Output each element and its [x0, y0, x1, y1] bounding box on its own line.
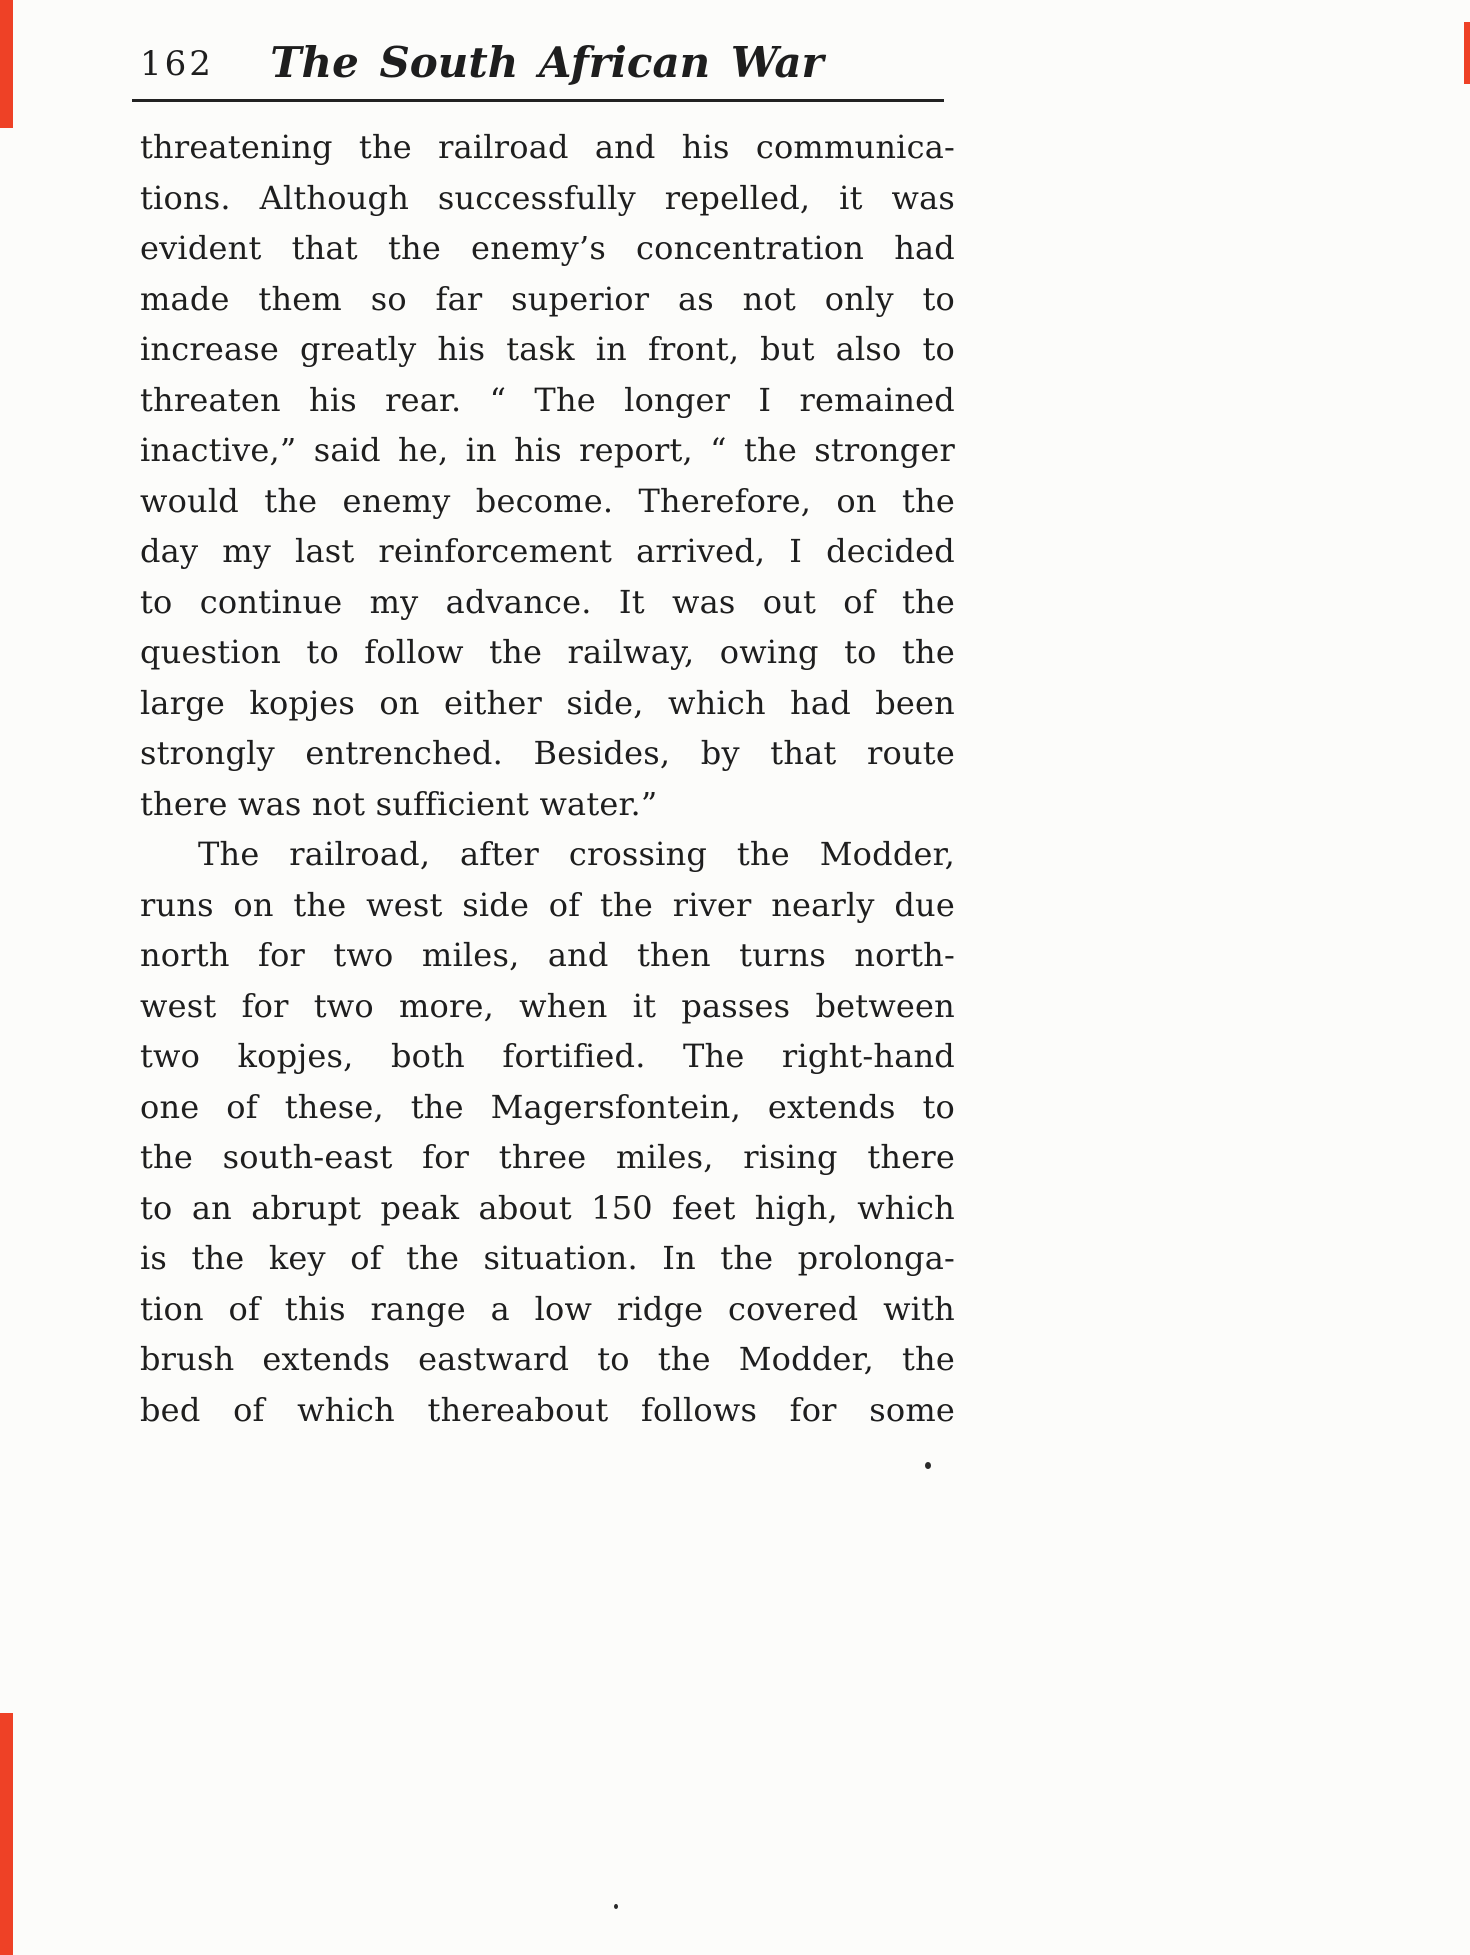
text-line: runs on the west side of the river nearly due	[140, 885, 955, 924]
body-text	[140, 122, 955, 1435]
text-line: bed of which thereabout follows for some	[140, 1390, 955, 1429]
text-line: the south-east for three miles, rising there	[140, 1138, 955, 1176]
text-line: threaten his rear. “ The longer I remained	[140, 380, 955, 419]
text-line: one of these, the Magersfontein, extends to	[140, 1087, 955, 1126]
paragraph	[140, 829, 955, 1435]
text-line: tions. Although successfully repelled, it was	[140, 178, 955, 217]
text-line: to an abrupt peak about 150 feet high, which	[140, 1188, 955, 1227]
text-line: there was not sufficient water.”	[140, 784, 658, 823]
paragraph	[140, 122, 955, 829]
text-line: day my last reinforcement arrived, I decided	[140, 532, 955, 570]
text-line: large kopjes on either side, which had been	[140, 683, 955, 722]
text-line: west for two more, when it passes between	[140, 986, 955, 1025]
text-line: inactive,” said he, in his report, “ the stronger	[140, 431, 955, 469]
text-line: strongly entrenched. Besides, by that route	[140, 734, 955, 772]
text-line: question to follow the railway, owing to the	[140, 633, 955, 671]
text-line: tion of this range a low ridge covered with	[140, 1289, 955, 1328]
text-line: threatening the railroad and his communica-	[140, 128, 955, 166]
scan-speck	[614, 1904, 618, 1909]
text-line: The railroad, after crossing the Modder,	[198, 835, 955, 873]
scan-artifact-left-bottom	[0, 1713, 13, 1955]
text-line: made them so far superior as not only to	[140, 279, 955, 318]
scan-artifact-right-top	[1464, 22, 1470, 84]
scan-artifact-left-top	[0, 0, 13, 128]
text-line: north for two miles, and then turns north-	[140, 936, 955, 974]
header-rule	[132, 99, 944, 102]
text-line: increase greatly his task in front, but also to	[140, 330, 955, 368]
scan-speck	[925, 1462, 931, 1469]
text-line: is the key of the situation. In the prolonga-	[140, 1239, 955, 1277]
text-line: to continue my advance. It was out of the	[140, 582, 955, 621]
text-line: would the enemy become. Therefore, on the	[140, 481, 955, 520]
page-number: 162	[140, 44, 214, 84]
text-line: two kopjes, both fortified. The right-hand	[140, 1037, 955, 1075]
text-line: brush extends eastward to the Modder, the	[140, 1340, 955, 1378]
running-title: The South African War	[270, 38, 824, 87]
text-line: evident that the enemy’s concentration had	[140, 229, 955, 267]
